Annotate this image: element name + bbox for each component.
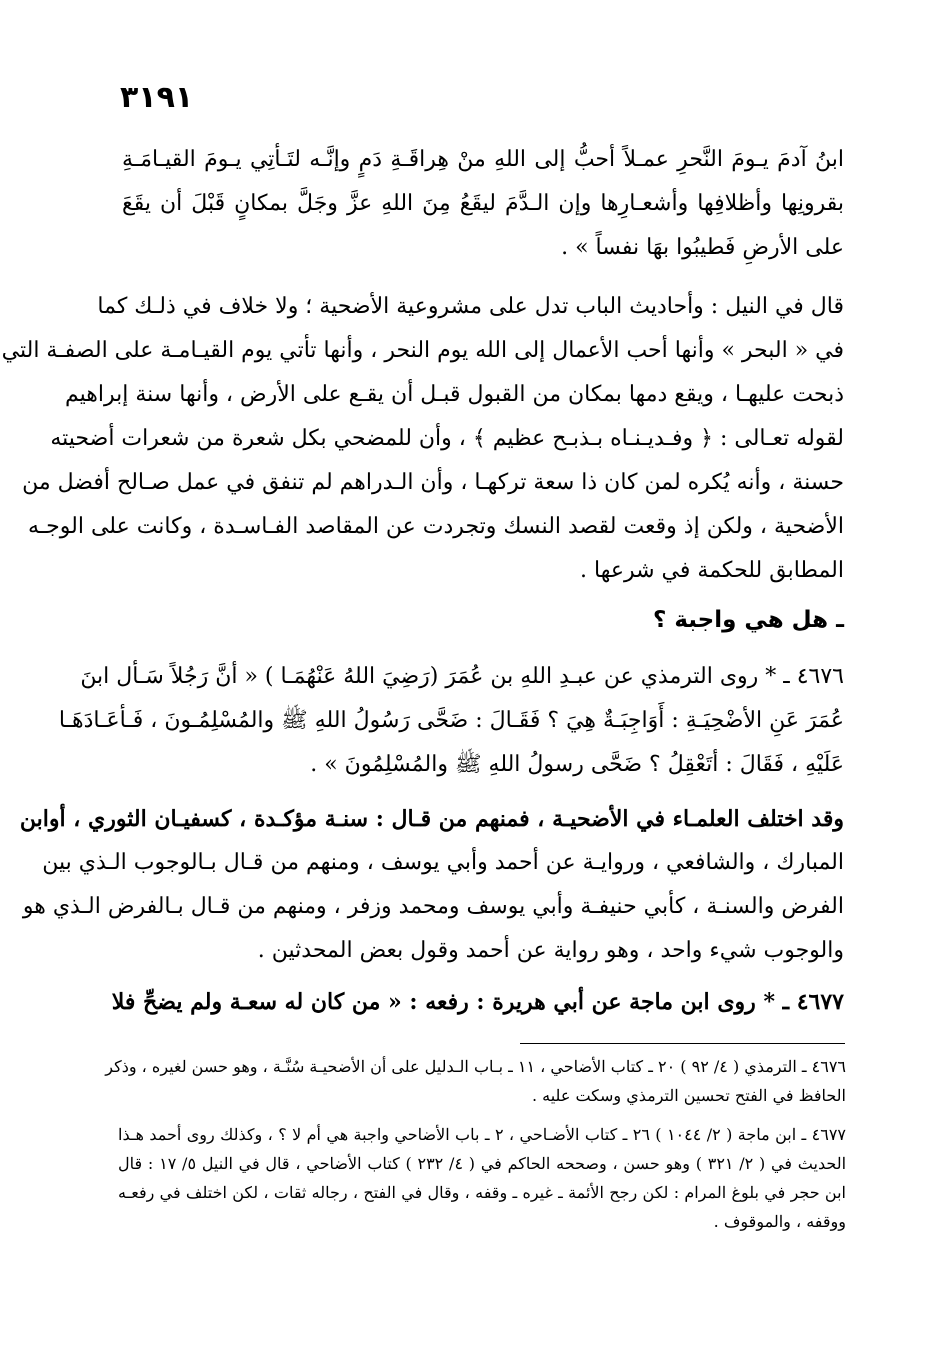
footnote-4677 [118, 1120, 846, 1236]
text-line: والوجوب شيء واحد ، وهو رواية عن أحمد وقول بعض المحدثين . [257, 938, 844, 963]
text-line: المبارك ، والشافعي ، وروايـة عن أحمد وأبي يوسف ، ومنهم من قـال بـالوجوب الـذي بين [42, 850, 844, 875]
text-line: بقرونِها وأظلافِها وأشعـارِها وإن الـدَّمَ ليقَعُ مِنَ اللهِ عزَّ وجَلَّ بمكانٍ قَبْلَ أن يقَعَ [122, 191, 844, 216]
footnote-4676 [105, 1052, 846, 1110]
text-line: ٤٦٧٦ ـ * روى الترمذي عن عبـدِ اللهِ بن عُمَرَ (رَضِيَ اللهُ عَنْهُمَـا ) « أنَّ رَجُلاً سَـأل ابنَ [80, 664, 844, 689]
text-line: ذبحت عليهـا ، ويقع دمها بمكان من القبول قبـل أن يقـع على الأرض ، وأنها سنة إبراهيم [65, 382, 844, 407]
text-line: لقوله تعـالى : ﴿ وفـديـنـاه بـذبـح عظيم ﴾ ، وأن للمضحي بكل شعرة من شعرات أضحيته [50, 426, 844, 451]
footnote-line: ابن حجر في بلوغ المرام : لكن رجح الأئمة ـ غيره ـ وقفه ، وقال في الفتح ، رجاله ثقات ، لكن اختلف في رفعـه [118, 1183, 846, 1202]
footnote-separator [520, 1043, 845, 1044]
text-line: قال في النيل : وأحاديث الباب تدل على مشروعية الأضحية ؛ ولا خلاف في ذلـك كما [97, 294, 844, 319]
text-line: المطابق للحكمة في شرعها . [580, 558, 844, 583]
text-line: وقد اختلف العلمـاء في الأضحيـة ، فمنهم من قـال : سنـة مؤكـدة ، كسفيـان الثوري ، أوابن [19, 806, 844, 832]
footnote-line: ووقفه ، والموقوف . [713, 1212, 846, 1231]
text-line: الفرض والسنـة ، كأبي حنيفـة وأبي يوسف ومحمد وزفر ، ومنهم من قـال بـالفرض الـذي هو [22, 894, 844, 919]
nail-commentary-paragraph [1, 285, 844, 593]
text-line: عَلَيْهِ ، فَقَالَ : أتَعْقِلُ ؟ ضَحَّى رسولُ اللهِ ﷺ والمُسْلِمُونَ » . [310, 752, 844, 777]
text-line: على الأرضِ فَطيبُوا بهَا نفساً » . [561, 235, 844, 260]
scholars-paragraph [19, 797, 844, 973]
text-line: عُمَرَ عَنِ الأضْحِيَـةِ : أَوَاجِبَـةٌ هِيَ ؟ فَقَـالَ : ضَحَّى رَسُولُ اللهِ ﷺ والمُسْلِمُـونَ ، فَـأعَـادَهَـا [58, 708, 844, 733]
text-line: حسنة ، وأنه يُكره لمن كان ذا سعة تركهـا ، وأن الـدراهم لم تنفق في عمل صـالح أفضل من [22, 470, 844, 495]
hadith-continuation [122, 138, 844, 270]
text-line: في « البحر » وأنها أحب الأعمال إلى الله يوم النحر ، وأنها تأتي يوم القيـامـة على الصفـة التي [1, 338, 844, 363]
footnote-line: الحديث في ( ٢/ ٣٢١ ) وهو حسن ، وصححه الحاكم في ( ٤/ ٢٣٢ ) كتاب الأضاحي ، قال في النيل ٥/ ١٧ : قال [118, 1154, 847, 1173]
hadith-4676 [58, 655, 844, 787]
hadith-4677 [111, 980, 844, 1024]
text-line: الأضحية ، ولكن إذ وقعت لقصد النسك وتجردت عن المقاصد الفـاسـدة ، وكانت على الوجـه [27, 514, 844, 539]
text-line: ابنُ آدمَ يـومَ النَّحرِ عمـلاً أحبُّ إلى اللهِ منْ هِراقَـةِ دَمٍ وإنَّـه لتَـأتِي يـومَ القيـامَـةِ [122, 147, 844, 172]
footnote-line: الحافظ في الفتح تحسين الترمذي وسكت عليه . [531, 1086, 846, 1105]
footnote-line: ٤٦٧٦ ـ الترمذي ( ٤/ ٩٢ ) ٢٠ ـ كتاب الأضاحي ، ١١ ـ بـاب الـدليل على أن الأضحيـة سُنَّـة ، وهو حسن لغيره ، وذكر [105, 1057, 846, 1076]
page-number: ٣١٩١ [120, 80, 194, 115]
footnote-line: ٤٦٧٧ ـ ابن ماجة ( ٢/ ١٠٤٤ ) ٢٦ ـ كتاب الأضـاحي ، ٢ ـ باب الأضاحي واجبة هي أم لا ؟ ، وكذلك روى أحمد هـذا [118, 1125, 847, 1144]
section-heading: ـ هل هي واجبة ؟ [652, 607, 844, 633]
text-line: ٤٦٧٧ ـ * روى ابن ماجة عن أبي هريرة : رفعه : « من كان له سعـة ولم يضحِّ فلا [111, 989, 844, 1015]
